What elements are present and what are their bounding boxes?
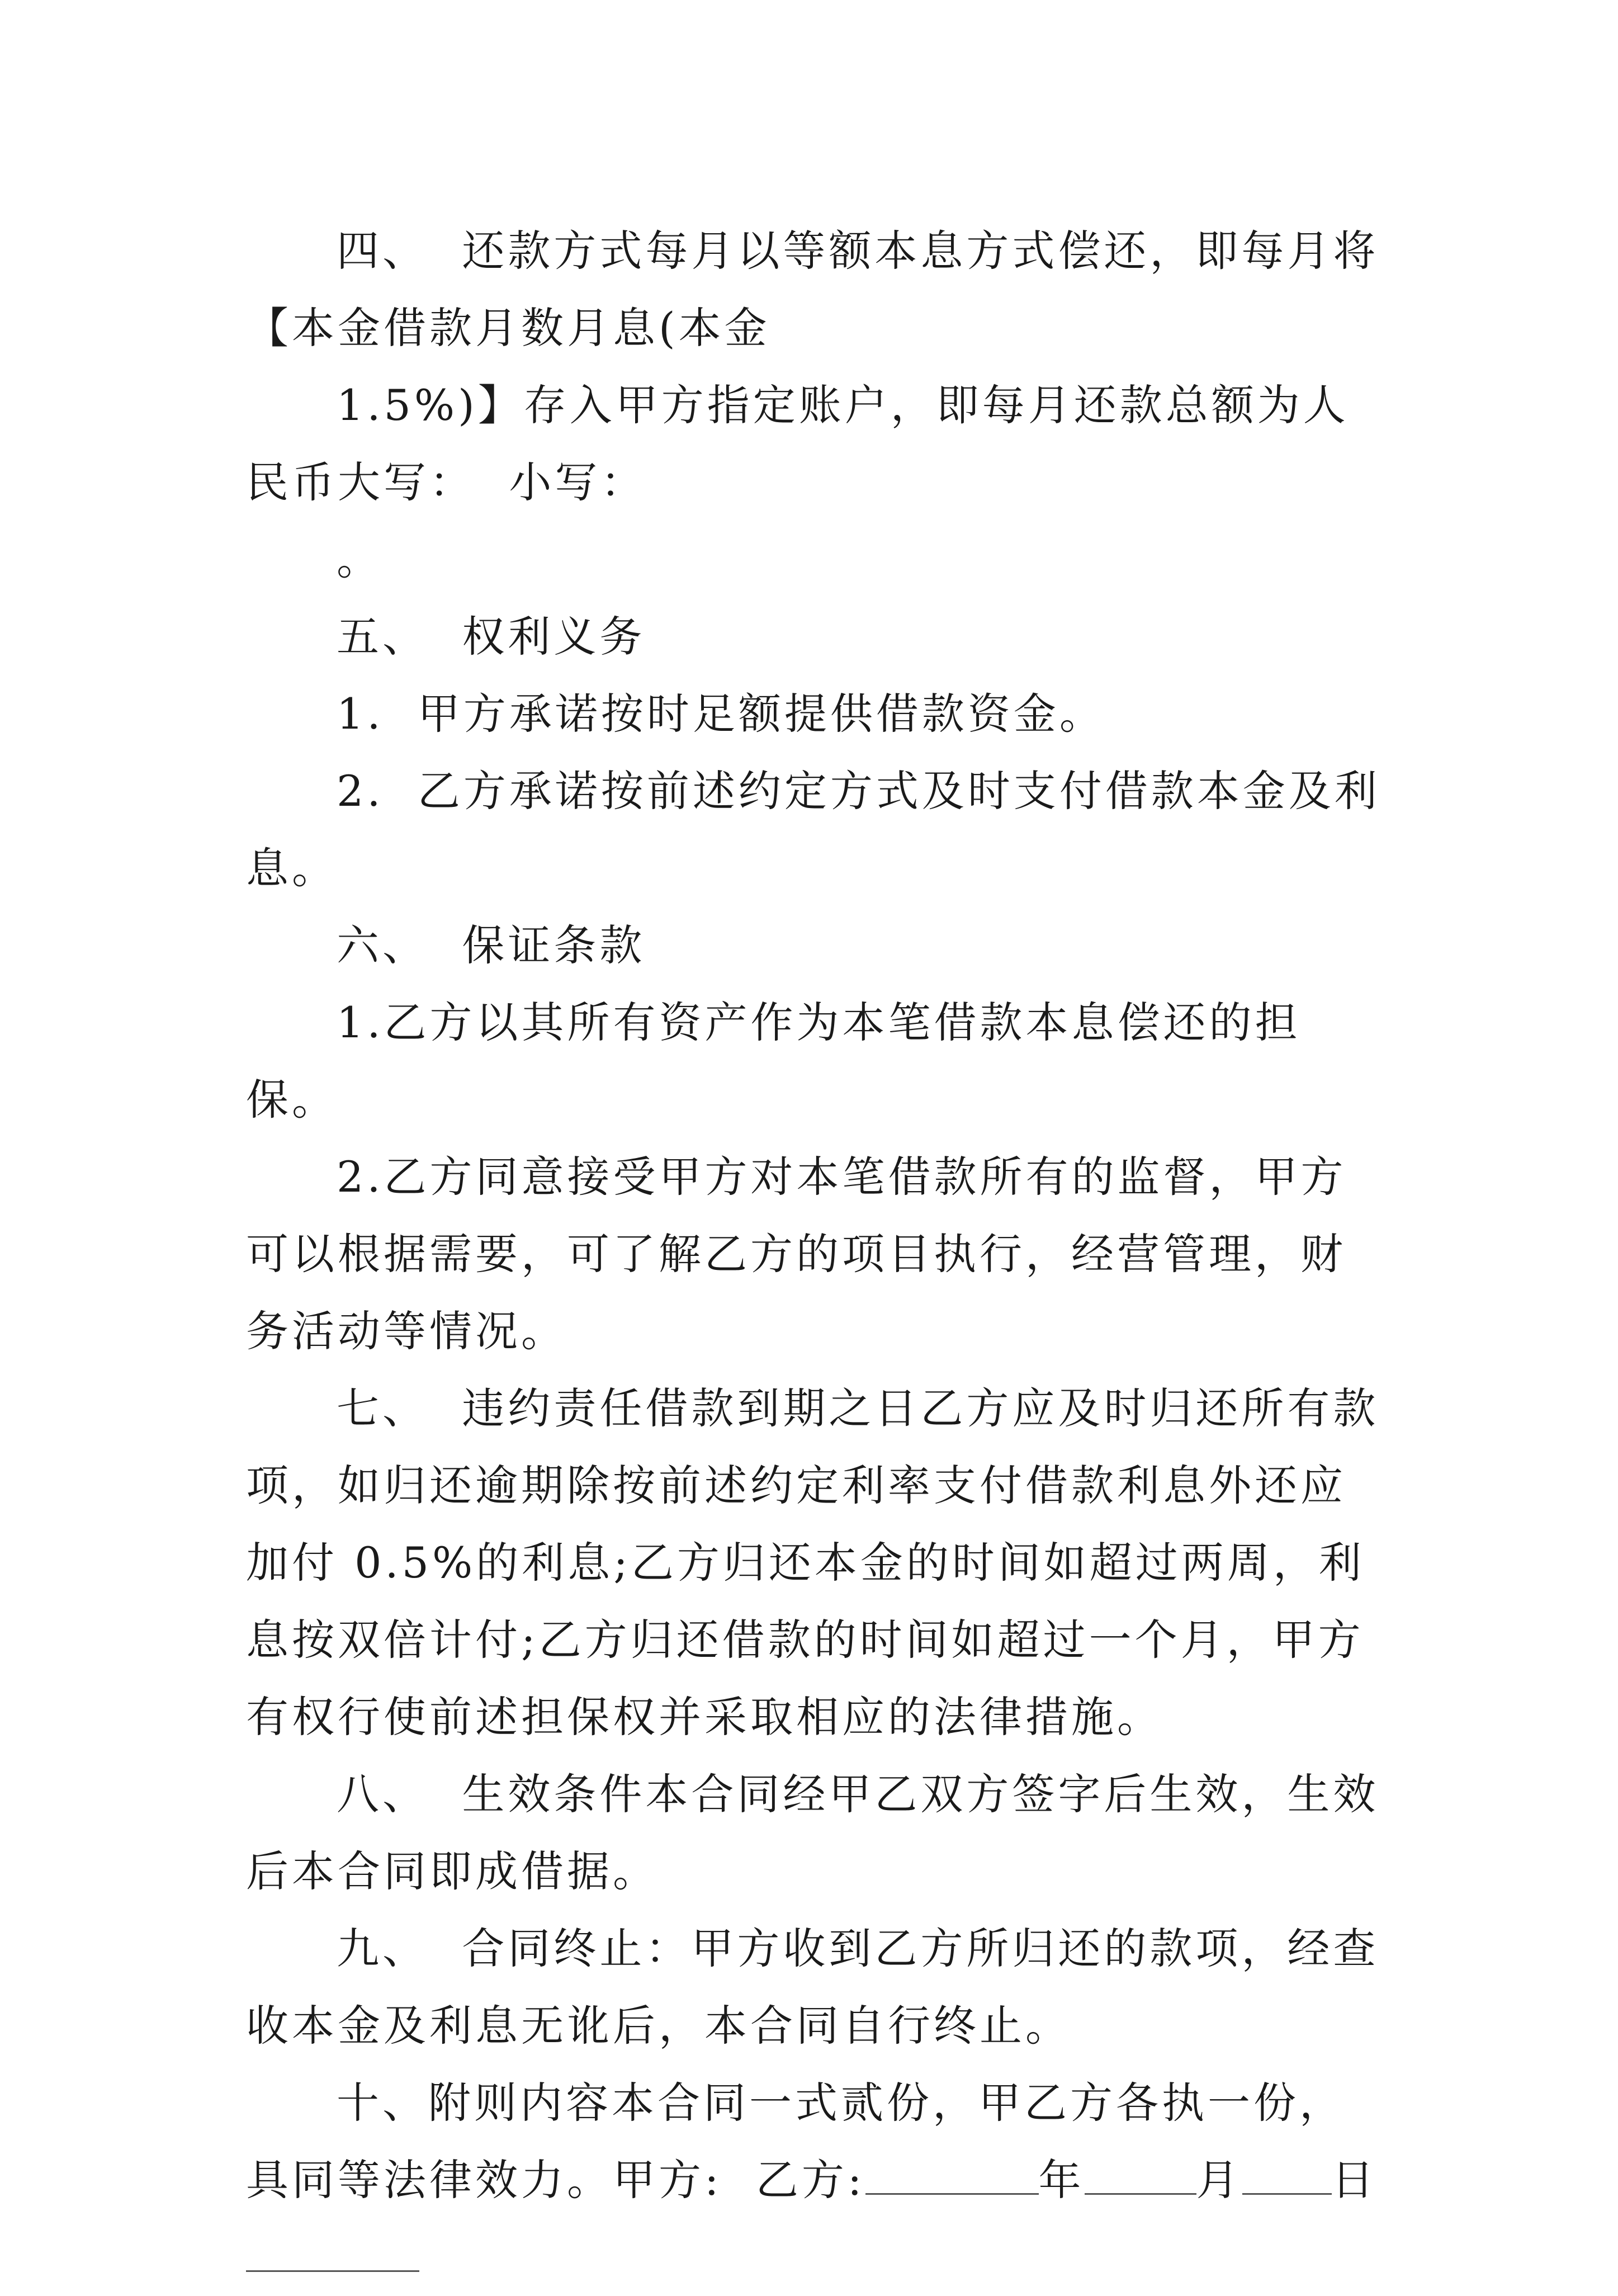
clause-8-effect: 八、 生效条件本合同经甲乙双方签字后生效，生效后本合同即成借据。 (246, 1769, 1379, 1896)
month-label: 月 (1196, 2155, 1242, 2205)
day-blank[interactable] (1242, 2160, 1332, 2195)
clause-4-period: 。 (337, 535, 382, 584)
clause-9-termination: 九、 合同终止：甲方收到乙方所归还的款项，经查收本金及利息无讹后，本合同自行终止。 (246, 1924, 1379, 2051)
clause-6-item-1: 1.乙方以其所有资产作为本笔借款本息偿还的担保。 (246, 998, 1301, 1125)
day-label: 日 (1331, 2155, 1378, 2205)
clause-5-item-2: 2. 乙方承诺按前述约定方式及时支付借款本金及利息。 (246, 766, 1380, 893)
signature-blank[interactable] (865, 2160, 1039, 2195)
clause-7-liability: 七、 违约责任借款到期之日乙方应及时归还所有款项，如归还逾期除按前述约定利率支付借款利息外还应加付 0.5%的利息;乙方归还本金的时间如超过两周，利息按双倍计付;乙方归还借款的时间如超过一个月，甲方有权行使前述担保权并采取相应的法律措施。 (246, 1383, 1379, 1742)
clause-6-heading: 六、 保证条款 (337, 920, 646, 970)
trailing-blank[interactable] (246, 2237, 419, 2272)
clause-10-text: 十、附则内容本合同一式贰份，甲乙方各执一份，具同等法律效力。甲方: 乙方: (246, 2078, 1345, 2205)
clause-4-repayment: 四、 还款方式每月以等额本息方式偿还，即每月将【本金借款月数月息(本金 (246, 226, 1379, 353)
year-label: 年 (1038, 2155, 1085, 2205)
document-body (246, 212, 1387, 2296)
clause-5-item-1: 1. 甲方承诺按时足额提供借款资金。 (337, 689, 1105, 739)
month-blank[interactable] (1085, 2160, 1196, 2195)
clause-6-item-2: 2.乙方同意接受甲方对本笔借款所有的监督，甲方可以根据需要，可了解乙方的项目执行，经营管理，财务活动等情况。 (246, 1152, 1347, 1356)
clause-5-heading: 五、 权利义务 (337, 612, 646, 662)
clause-4-repayment-amount: 1.5%)】存入甲方指定账户，即每月还款总额为人民币大写： 小写： (246, 380, 1349, 507)
clause-10-appendix (246, 2064, 1387, 2296)
